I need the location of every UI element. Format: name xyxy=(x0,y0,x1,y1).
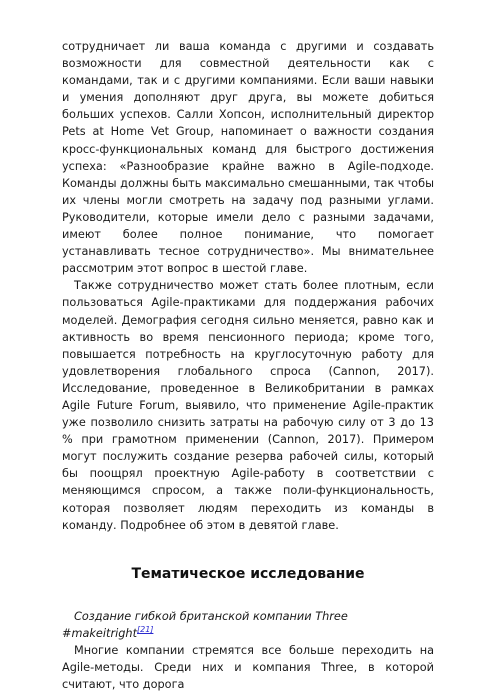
section-heading: Тематическое исследование xyxy=(131,565,365,582)
footnote-link[interactable]: [21] xyxy=(137,625,154,635)
body-paragraph: Также сотрудничество может стать более плотным, если пользоваться Agile-практиками для поддержания рабочих моделей. Демография сегодня сильно меняется, равно как и активность во время пенсионного периода; кроме того, повышается потребность на круглосуточную работу для удовлетворения глобального спроса (Cannon, 2017). Исследование, проведенное в Великобритании в рамках Agile Future Forum, выявило, что применение Agile-практик уже позволило снизить затраты на рабочую силу от 3 до 13 % при грамотном применении (Cannon, 2017). Примером могут послужить создание резерва рабочей силы, который бы поощрял проектную Agile-работу в соответствии с меняющимся спросом, а также поли-функциональность, которая позволяет людям переходить из команды в команду. Подробнее об этом в девятой главе. xyxy=(62,279,434,532)
body-paragraph: сотрудничает ли ваша команда с другими и создавать возможности для совместной деятельности как с командами, так и с другими компаниями. Если ваши навыки и умения дополняют друг друга, вы можете добиться больших успехов. Салли Хопсон, исполнительный директор Pets at Home Vet Group, напоминает о важности создания кросс-функциональных команд для быстрого достижения успеха: «Разнообразие крайне важно в Agile-подходе. Команды должны быть максимально смешанными, так чтобы их члены могли смотреть на задачу под разными углами. Руководители, которые имели дело с разными задачами, имеют более полное понимание, что помогает устанавливать тесное сотрудничество». Мы внимательнее рассмотрим этот вопрос в шестой главе. xyxy=(62,40,434,276)
body-paragraph: Многие компании стремятся все больше переходить на Agile-методы. Среди них и компания Three, в которой считают, что дорога xyxy=(62,643,434,692)
case-study-title-text: Создание гибкой британской компании Three #makeitright xyxy=(62,609,348,640)
case-study-title xyxy=(62,608,434,642)
document-page xyxy=(62,38,434,693)
